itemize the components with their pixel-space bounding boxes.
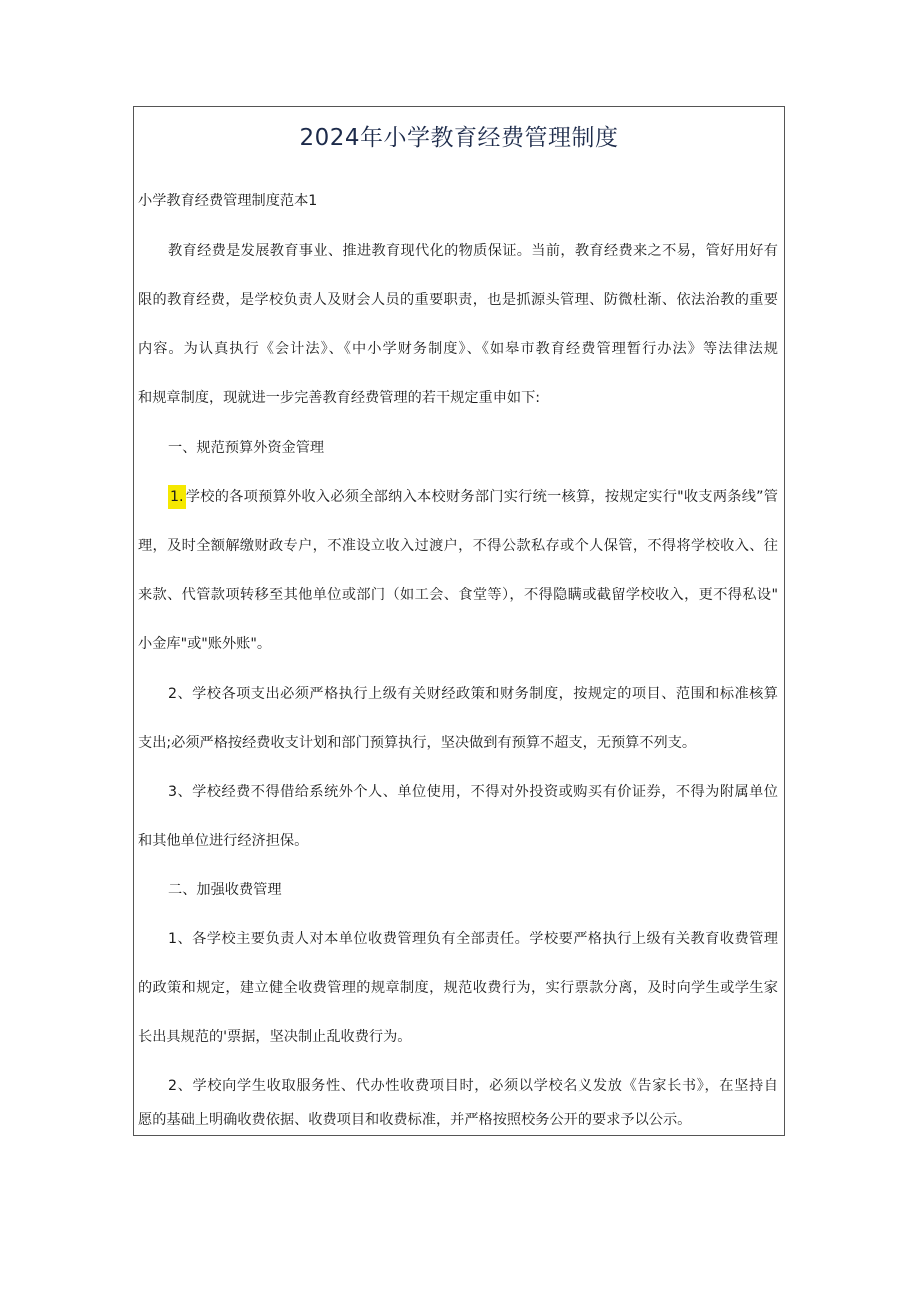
paragraph-line: 愿的基础上明确收费依据、收费项目和收费标准，并严格按照校务公开的要求予以公示。 bbox=[138, 1112, 692, 1128]
paragraph-line: 1、各学校主要负责人对本单位收费管理负有全部责任。学校要严格执行上级有关教育收费管理 bbox=[168, 931, 778, 947]
section-subtitle: 小学教育经费管理制度范本1 bbox=[138, 193, 318, 209]
paragraph-line: 小金库"或"账外账"。 bbox=[138, 636, 272, 652]
paragraph-line: 2、学校各项支出必须严格执行上级有关财经政策和财务制度，按规定的项目、范围和标准核算 bbox=[168, 686, 778, 702]
paragraph-line: 的政策和规定，建立健全收费管理的规章制度，规范收费行为，实行票款分离，及时向学生或学生家 bbox=[138, 980, 778, 996]
section-heading: 二、加强收费管理 bbox=[168, 882, 282, 898]
paragraph-line: 内容。为认真执行《会计法》、《中小学财务制度》、《如皋市教育经费管理暂行办法》等法律法规 bbox=[138, 341, 778, 357]
paragraph-line: 1. 学校的各项预算外收入必须全部纳入本校财务部门实行统一核算，按规定实行"收支两条线”管 bbox=[138, 487, 778, 507]
highlight-marker: 1. bbox=[168, 485, 186, 509]
paragraph-line: 来款、代管款项转移至其他单位或部门（如工会、食堂等），不得隐瞒或截留学校收入，更不得私设" bbox=[138, 587, 778, 603]
paragraph-line: 和其他单位进行经济担保。 bbox=[138, 833, 309, 849]
paragraph-line: 教育经费是发展教育事业、推进教育现代化的物质保证。当前，教育经费来之不易，管好用好有 bbox=[168, 243, 778, 259]
document-title: 2024年小学教育经费管理制度 bbox=[299, 125, 619, 151]
document-frame bbox=[133, 106, 785, 1136]
paragraph-line: 和规章制度，现就进一步完善教育经费管理的若干规定重申如下: bbox=[138, 390, 541, 406]
paragraph-line: 限的教育经费，是学校负责人及财会人员的重要职责，也是抓源头管理、防微杜渐、依法治教的重要 bbox=[138, 292, 778, 308]
paragraph-line: 理，及时全额解缴财政专户，不准设立收入过渡户，不得公款私存或个人保管，不得将学校收入、往 bbox=[138, 538, 778, 554]
paragraph-line: 支出;必须严格按经费收支计划和部门预算执行，坚决做到有预算不超支，无预算不列支。 bbox=[138, 735, 697, 751]
paragraph-line: 3、学校经费不得借给系统外个人、单位使用，不得对外投资或购买有价证券，不得为附属单位 bbox=[168, 784, 778, 800]
paragraph-line: 2、学校向学生收取服务性、代办性收费项目时，必须以学校名义发放《告家长书》，在坚持自 bbox=[168, 1078, 778, 1094]
paragraph-line: 长出具规范的'票据，坚决制止乱收费行为。 bbox=[138, 1029, 412, 1045]
section-heading: 一、规范预算外资金管理 bbox=[168, 440, 325, 456]
